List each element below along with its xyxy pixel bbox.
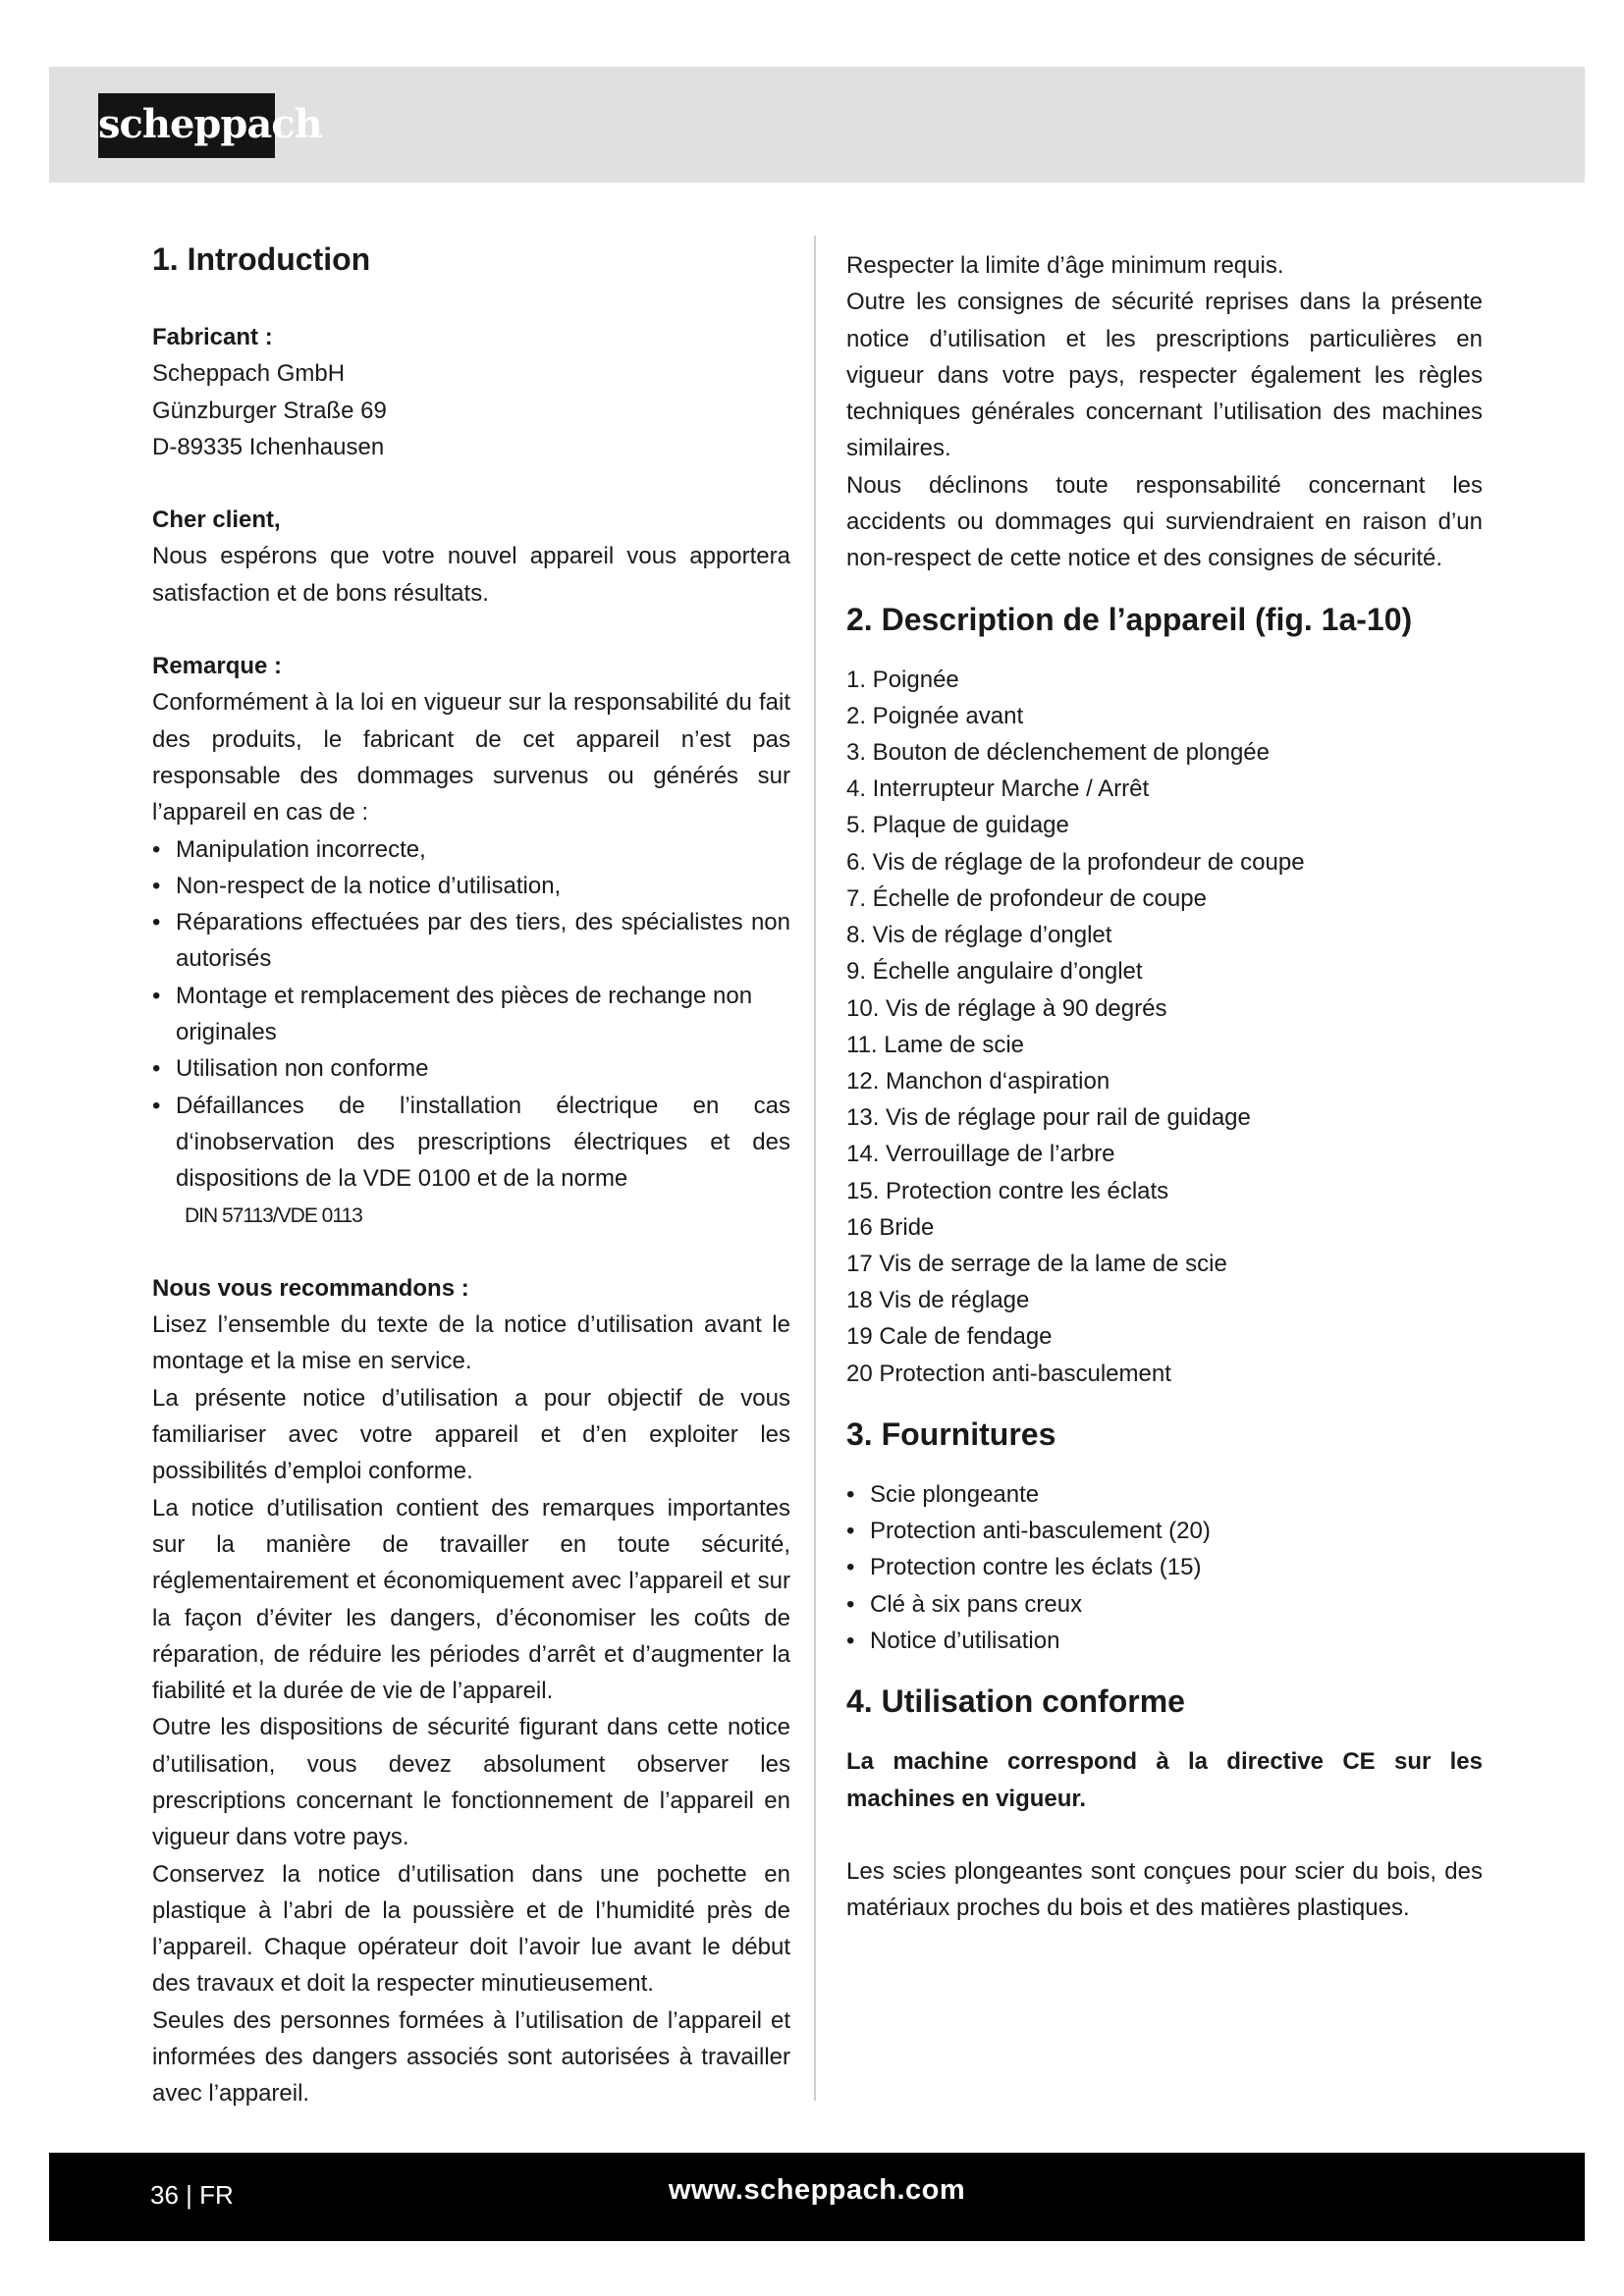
list-item: • Protection contre les éclats (15)	[846, 1549, 1483, 1585]
list-item: • Manipulation incorrecte,	[152, 831, 790, 868]
list-item: • Scie plongeante	[846, 1476, 1483, 1513]
list-item: 4. Interrupteur Marche / Arrêt	[846, 775, 1150, 803]
list-item: 19 Cale de fendage	[846, 1323, 1053, 1351]
manufacturer-label: Fabricant :	[152, 324, 273, 350]
manufacturer-name: Scheppach GmbH	[152, 360, 346, 388]
list-item: • Non-respect de la notice d’utilisation,	[152, 868, 790, 904]
list-item: 9. Échelle angulaire d’onglet	[846, 958, 1143, 986]
column-divider	[814, 236, 816, 2101]
footer-bar	[49, 2153, 1585, 2241]
remark-text: Conformément à la loi en vigueur sur la responsabilité du fait des produits, le fabricant de cet appareil n’est pas responsable des dommages survenus ou générés sur l’appareil en cas de :	[152, 689, 790, 827]
din-reference: DIN 57113/VDE 0113	[185, 1203, 362, 1227]
recommend-paragraph: Seules des personnes formées à l’utilisation de l’appareil et informées des dangers associés sont autorisées à travailler avec l’appareil.	[152, 2006, 790, 2108]
list-item: 20 Protection anti-basculement	[846, 1360, 1171, 1387]
recommend-paragraph: Outre les dispositions de sécurité figurant dans cette notice d’utilisation, vous devez absolument observer les prescriptions concernant le fonctionnement de l’appareil en vigueur dans votre pays.	[152, 1714, 790, 1851]
list-item: 3. Bouton de déclenchement de plongée	[846, 739, 1271, 767]
list-item: 17 Vis de serrage de la lame de scie	[846, 1250, 1227, 1277]
list-item: • Défaillances de l’installation électrique en cas d‘inobservation des prescriptions électriques et des dispositions de la VDE 0100 et de la norme	[152, 1088, 790, 1198]
dear-customer-label: Cher client,	[152, 507, 281, 534]
list-item: 5. Plaque de guidage	[846, 812, 1069, 839]
section-title-intended-use: 4. Utilisation conforme	[846, 1683, 1185, 1720]
list-item: • Utilisation non conforme	[152, 1050, 790, 1087]
section-title-description: 2. Description de l’appareil (fig. 1a-10)	[846, 601, 1413, 637]
list-item: 15. Protection contre les éclats	[846, 1177, 1169, 1204]
left-column	[152, 236, 790, 2112]
list-item: 18 Vis de réglage	[846, 1287, 1030, 1314]
list-item: 6. Vis de réglage de la profondeur de coupe	[846, 848, 1305, 876]
list-item: 11. Lame de scie	[846, 1031, 1024, 1058]
section-title-introduction: 1. Introduction	[152, 241, 371, 277]
list-item: 14. Verrouillage de l’arbre	[846, 1141, 1115, 1168]
list-item: 16 Bride	[846, 1213, 935, 1241]
recommend-paragraph: La notice d’utilisation contient des remarques importantes sur la manière de travailler en toute sécurité, réglementairement et économiquement avec l’appareil et sur la façon d’éviter les dangers, d’économiser les coûts de réparation, de réduire les périodes d’arrêt et d’augmenter la fiabilité et la durée de vie de l’appareil.	[152, 1494, 790, 1705]
list-item: • Notice d’utilisation	[846, 1623, 1483, 1659]
list-item: 8. Vis de réglage d’onglet	[846, 922, 1112, 949]
page-number: 36 | FR	[150, 2180, 234, 2210]
list-item: • Montage et remplacement des pièces de rechange non originales	[152, 978, 790, 1051]
remark-bullet-list	[152, 831, 790, 1198]
remark-label: Remarque :	[152, 653, 283, 680]
ce-directive-text: La machine correspond à la directive CE sur les machines en vigueur.	[846, 1748, 1483, 1812]
liability-text: Nous déclinons toute responsabilité concernant les accidents ou dommages qui surviendraient en raison d’un non-respect de cette notice et des consignes de sécurité.	[846, 471, 1483, 572]
intended-use-text: Les scies plongeantes sont conçues pour scier du bois, des matériaux proches du bois et des matières plastiques.	[846, 1857, 1483, 1922]
list-item: 7. Échelle de profondeur de coupe	[846, 884, 1207, 912]
list-item: 10. Vis de réglage à 90 degrés	[846, 994, 1167, 1022]
scheppach-logo: scheppach	[98, 93, 275, 158]
section-title-supplies: 3. Fournitures	[846, 1415, 1056, 1452]
parts-list	[846, 662, 1483, 1392]
list-item: 2. Poignée avant	[846, 702, 1024, 729]
manufacturer-street: Günzburger Straße 69	[152, 397, 387, 424]
list-item: • Réparations effectuées par des tiers, des spécialistes non autorisés	[152, 904, 790, 978]
recommend-paragraph: La présente notice d’utilisation a pour objectif de vous familiariser avec votre appareil et d’en exploiter les possibilités d’emploi conforme.	[152, 1384, 790, 1485]
manufacturer-city: D-89335 Ichenhausen	[152, 433, 385, 460]
recommend-label: Nous vous recommandons :	[152, 1274, 469, 1302]
list-item: 1. Poignée	[846, 666, 959, 693]
recommend-paragraph: Conservez la notice d’utilisation dans une pochette en plastique à l’abri de la poussière et de l’humidité près de l’appareil. Chaque opérateur doit l’avoir lue avant le début des travaux et doit la respecter minutieusement.	[152, 1860, 790, 1998]
list-item: 13. Vis de réglage pour rail de guidage	[846, 1104, 1251, 1132]
safety-rules-text: Outre les consignes de sécurité reprises dans la présente notice d’utilisation et les prescriptions particulières en vigueur dans votre pays, respecter également les règles techniques générales concernant l’utilisation des machines similaires.	[846, 289, 1483, 462]
list-item: • Clé à six pans creux	[846, 1586, 1483, 1623]
dear-customer-text: Nous espérons que votre nouvel appareil vous apportera satisfaction et de bons résultats.	[152, 543, 790, 607]
recommend-paragraph: Lisez l’ensemble du texte de la notice d’utilisation avant le montage et la mise en service.	[152, 1311, 790, 1375]
list-item: • Protection anti-basculement (20)	[846, 1513, 1483, 1549]
age-limit-text: Respecter la limite d’âge minimum requis.	[846, 252, 1284, 279]
right-column	[846, 247, 1483, 1926]
website-link[interactable]: www.scheppach.com	[668, 2174, 966, 2206]
supplies-list	[846, 1476, 1483, 1659]
list-item: 12. Manchon d‘aspiration	[846, 1067, 1110, 1095]
